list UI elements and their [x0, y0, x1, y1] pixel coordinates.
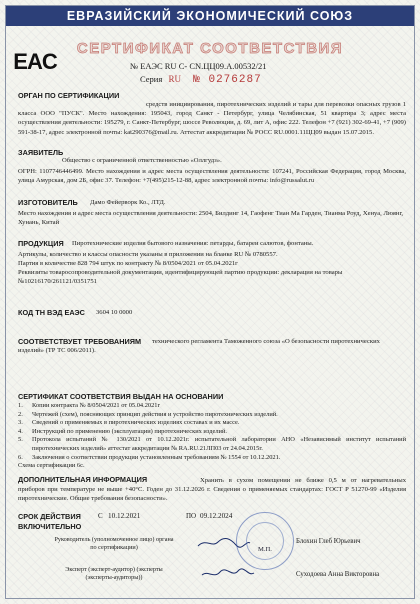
expert-name: Суходоева Анна Викторовна	[296, 571, 380, 578]
number-prefix: № ЕАЭС	[130, 61, 163, 71]
additional-heading: ДОПОЛНИТЕЛЬНАЯ ИНФОРМАЦИЯ	[18, 475, 148, 484]
manufacturer-name: Дамо Фейерворк Ко., ЛТД.	[90, 199, 166, 206]
head-title: Руководитель (уполномоченное лицо) органа по сертификации)	[54, 536, 174, 551]
stamp-label: М.П.	[258, 546, 272, 553]
product-name: Пиротехнические изделия бытового назначения: петарды, батареи салютов, фонтаны.	[72, 240, 314, 247]
certification-scheme: Схема сертификации 6с.	[18, 462, 85, 470]
applicant-text: ОГРН: 1107746446499. Место нахождения и адрес места осуществления деятельности: 107241, Российская Федерация, город Москва, улица Амурская, дом 2Б, офис 37. Телефон: +7(495)215-12-88, адрес электронной почты: info@russalut.ru	[18, 168, 406, 185]
validity-from: 10.12.2021	[108, 512, 141, 520]
conformity-heading: СООТВЕТСТВУЕТ ТРЕБОВАНИЯМ	[18, 337, 142, 346]
series-value: RU	[168, 74, 182, 84]
validity-to: 09.12.2024	[200, 512, 233, 520]
union-title-bar: ЕВРАЗИЙСКИЙ ЭКОНОМИЧЕСКИЙ СОЮЗ	[6, 6, 414, 26]
applicant-heading: ЗАЯВИТЕЛЬ	[18, 148, 64, 157]
manufacturer-heading: ИЗГОТОВИТЕЛЬ	[18, 198, 78, 207]
manufacturer-text: Место нахождения и адрес места осуществления деятельности: 2504, Билдинг 14, Гаофенг Тиан Ма Гарден, Тианма Роуд, Хенуа, Люянг, Хунань, Китай	[18, 210, 404, 227]
conformity-text: технического регламента Таможенного союза «О безопасности пиротехнических изделий» (ТР ТС 006/2011).	[18, 338, 380, 355]
basis-heading: СЕРТИФИКАТ СООТВЕТСТВИЯ ВЫДАН НА ОСНОВАНИИ	[18, 392, 224, 401]
expert-signature	[200, 567, 256, 577]
validity-inclusive: ВКЛЮЧИТЕЛЬНО	[18, 522, 82, 531]
validity-from-label: С	[98, 512, 103, 520]
list-item: 1. Копии контракта № 8/0504/2021 от 05.04.2021г	[18, 402, 161, 409]
series-label: Серия	[140, 74, 163, 84]
list-item: 2. Чертежей (схем), поясняющих принцип действия и устройство пиротехнических изделий.	[18, 410, 278, 418]
blank-number: № 0276287	[193, 74, 262, 86]
eac-logo: EAC	[13, 49, 57, 74]
list-item: 3. Сведений о применяемых в пиротехнических изделиях составах и их массе.	[18, 419, 240, 427]
serial-line	[140, 74, 262, 86]
list-item: 5. Протокола испытаний № 130/2021 от 10.12.2021г. испытательной лаборатории АНО «Независимый институт испытаний пиротехнических изделий» аттестат аккредитации № RA.RU.21ЛП03 от 24.04.2015г.	[18, 436, 406, 452]
expert-title: Эксперт (эксперт-аудитор) (эксперты (эксперты-аудиторы))	[65, 566, 163, 581]
product-batch: Партия в количестве 828 794 штук по контракту № 8/0504/2021 от 05.04.2021г	[18, 260, 238, 267]
number-value: RU С- CN.ЦЦ09.А.00532/21	[164, 61, 267, 71]
stamp-icon	[236, 512, 294, 570]
product-articles: Артикулы, количество и классы опасности указаны в приложении на бланке RU № 0780557.	[18, 251, 278, 258]
cert-body-heading: ОРГАН ПО СЕРТИФИКАЦИИ	[18, 91, 120, 100]
head-name: Блохин Глеб Юрьевич	[296, 538, 361, 545]
list-item: 4. Инструкций по применению (эксплуатации) пиротехнических изделий.	[18, 427, 227, 435]
tnved-heading: КОД ТН ВЭД ЕАЭС	[18, 308, 85, 317]
applicant-name: Общество с ограниченной ответственностью «Оллгудз».	[62, 157, 222, 164]
validity-to-label: ПО	[186, 512, 197, 520]
product-docs: Реквизиты товаросопроводительной документации, идентифицирующей партию продукции: декларация на товары №10216170/261121/0351751	[18, 269, 343, 286]
certificate-number	[130, 61, 267, 71]
basis-list	[18, 402, 406, 471]
certificate-title: СЕРТИФИКАТ СООТВЕТСТВИЯ	[76, 40, 344, 57]
product-heading: ПРОДУКЦИЯ	[18, 239, 64, 248]
list-item: 6. Заключения о соответствии продукции установленным требованиям № 1554 от 10.12.2021.	[18, 453, 281, 461]
additional-text: Хранить в сухом помещении не ближе 0,5 м от нагревательных приборов при температуре не выше +40°С. Годен до 31.12.2026 г. Сведения о применяемых стандартах: ГОСТ Р 51270-99 «Изделия пиротехнические. Общие требования безопасности».	[18, 477, 406, 503]
tnved-code: 3604 10 0000	[96, 309, 133, 316]
validity-heading: СРОК ДЕЙСТВИЯ	[18, 512, 81, 521]
cert-body-text: средств инициирования, пиротехнических изделий и тары для перевозки опасных грузов 1 класса ООО "ПУСК". Место нахождения: 195043, город Санкт - Петербург, улица Челябинская, 51 квартира 3; адрес места осуществления деятельности: 195279, г. Санкт-Петербург, шоссе Революции, д. 69, лит А, офис 222. Телефон +7 (921) 302-69-41, +7 (909) 591-38-17, адрес электронной почты: kat290376@mail.ru. Аттестат аккредитации № РОСС RU.0001.11ЦЦ09 выдан 15.07.2015.	[18, 101, 406, 136]
